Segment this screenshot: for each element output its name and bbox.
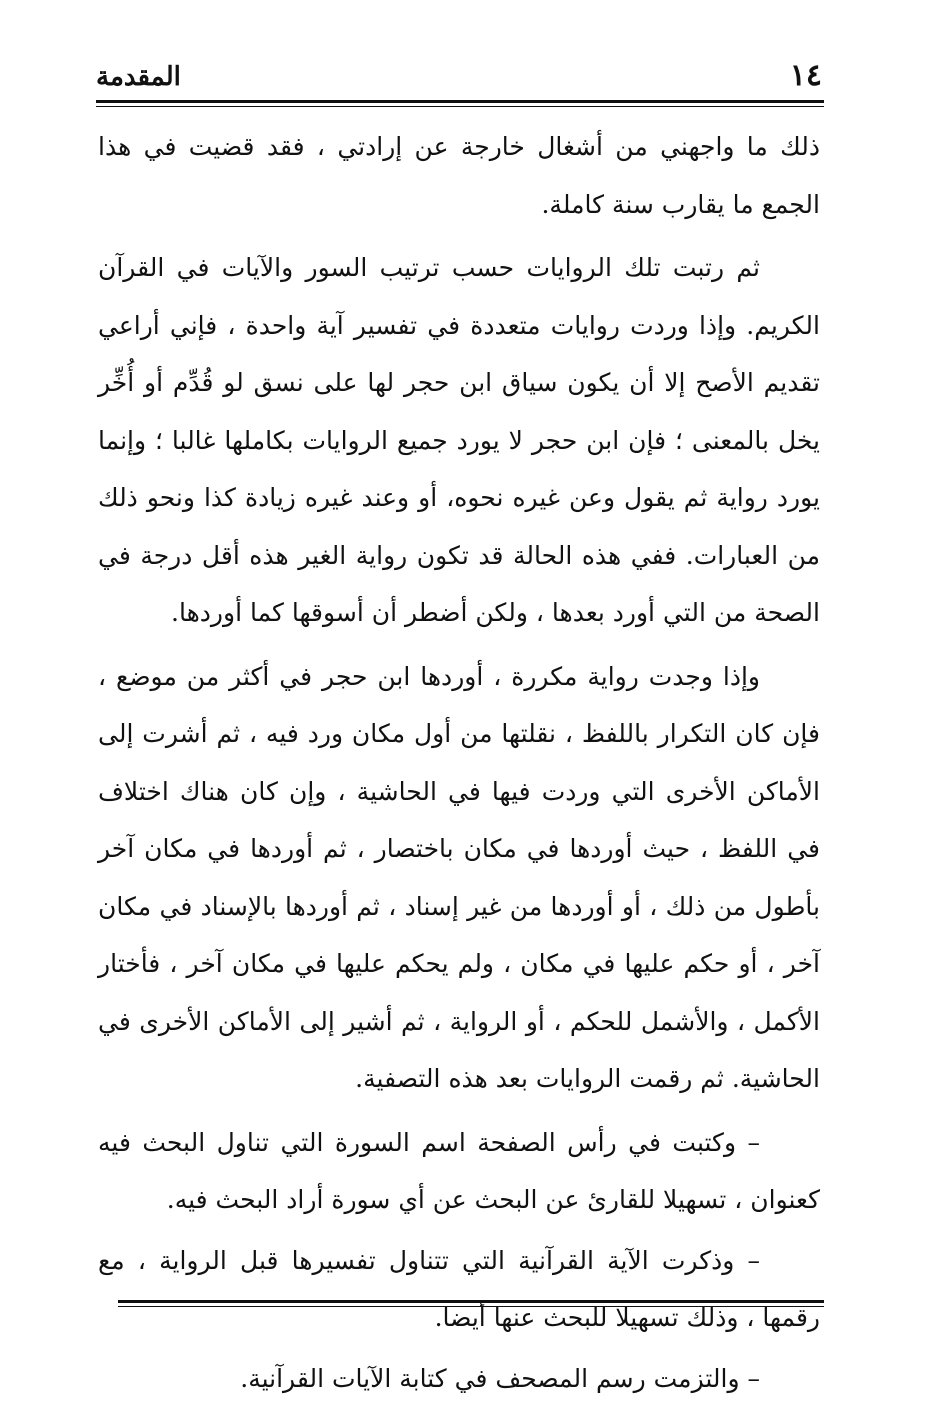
bullet-item: – وكتبت في رأس الصفحة اسم السورة التي تناول البحث فيه كعنوان ، تسهيلا للقارئ عن البحث عن أي سورة أراد البحث فيه. — [98, 1114, 820, 1229]
header-rule-thin — [96, 106, 824, 107]
paragraph: وإذا وجدت رواية مكررة ، أوردها ابن حجر في أكثر من موضع ، فإن كان التكرار باللفظ ، نقلتها من أول مكان ورد فيه ، ثم أشرت إلى الأماكن الأخرى التي وردت فيها في الحاشية ، وإن كان هناك اختلاف في اللفظ ، حيث أوردها في مكان باختصار ، ثم أوردها في مكان آخر بأطول من ذلك ، أو أوردها من غير إسناد ، ثم أوردها بالإسناد في مكان آخر ، أو حكم عليها في مكان ، ولم يحكم عليها في مكان آخر ، فأختار الأكمل ، والأشمل للحكم ، أو الرواية ، ثم أشير إلى الأماكن الأخرى في الحاشية. ثم رقمت الروايات بعد هذه التصفية. — [98, 648, 820, 1108]
footer-rule — [118, 1300, 824, 1303]
paragraph: ذلك ما واجهني من أشغال خارجة عن إرادتي ، فقد قضيت في هذا الجمع ما يقارب سنة كاملة. — [98, 118, 820, 233]
bullet-item: – والتزمت رسم المصحف في كتابة الآيات القرآنية. — [98, 1350, 820, 1407]
header-rule — [96, 100, 824, 103]
paragraph: ثم رتبت تلك الروايات حسب ترتيب السور والآيات في القرآن الكريم. وإذا وردت روايات متعددة في تفسير آية واحدة ، فإني أراعي تقديم الأصح إلا أن يكون سياق ابن حجر لها على نسق لو قُدِّم أو أُخِّر يخل بالمعنى ؛ فإن ابن حجر لا يورد جميع الروايات بكاملها غالبا ؛ وإنما يورد رواية ثم يقول وعن غيره نحوه، أو وعند غيره زيادة كذا ونحو ذلك من العبارات. ففي هذه الحالة قد تكون رواية الغير هذه أقل درجة في الصحة من التي أورد بعدها ، ولكن أضطر أن أسوقها كما أوردها. — [98, 239, 820, 642]
page-number: ١٤ — [790, 58, 822, 94]
body-text — [98, 118, 820, 1407]
running-head: المقدمة — [96, 60, 181, 94]
bullet-item: – وذكرت الآية القرآنية التي تتناول تفسيرها قبل الرواية ، مع رقمها ، وذلك تسهيلا للبحث عنها أيضا. — [98, 1232, 820, 1347]
page-header — [96, 58, 822, 98]
footer-rule-thin — [118, 1306, 824, 1307]
